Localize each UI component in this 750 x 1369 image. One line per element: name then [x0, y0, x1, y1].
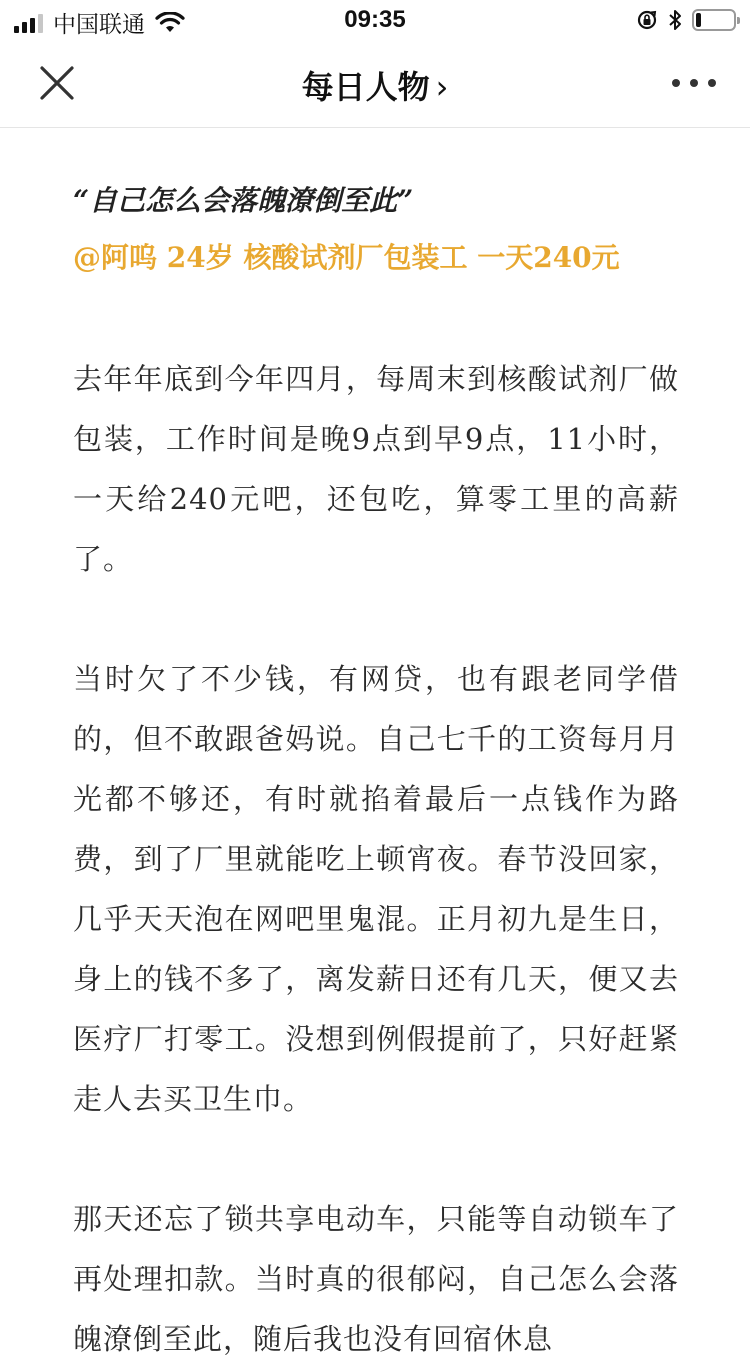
account-title[interactable] — [0, 62, 750, 108]
navigation-bar — [0, 40, 750, 128]
carrier-name: 中国联通 — [53, 11, 145, 37]
paragraph: 那天还忘了锁共享电动车，只能等自动锁车了再处理扣款。当时真的很郁闷，自己怎么会落魄潦倒至此，随后我也没有回宿休息 — [73, 1202, 679, 1356]
byline: @阿呜 24岁 核酸试剂厂包装工 一天240元 — [73, 241, 620, 274]
pull-quote: “自己怎么会落魄潦倒至此” — [73, 184, 414, 217]
bluetooth-icon — [668, 8, 682, 32]
paragraph: 去年年底到今年四月，每周末到核酸试剂厂做包装，工作时间是晚9点到早9点，11小时，一天给240元吧，还包吃，算零工里的高薪了。 — [73, 362, 679, 576]
paragraph: 当时欠了不少钱，有网贷，也有跟老同学借的，但不敢跟爸妈说。自己七千的工资每月月光都不够还，有时就掐着最后一点钱作为路费，到了厂里就能吃上顿宵夜。春节没回家，几乎天天泡在网吧里鬼混。正月初九是生日，身上的钱不多了，离发薪日还有几天，便又去医疗厂打零工。没想到例假提前了，只好赶紧走人去买卫生巾。 — [73, 662, 679, 1116]
rotation-lock-icon — [636, 9, 658, 31]
battery-icon — [692, 9, 736, 31]
account-name: 每日人物 — [301, 68, 430, 106]
clock: 09:35 — [344, 6, 406, 33]
more-dots-icon[interactable] — [672, 70, 716, 96]
article-body — [73, 128, 679, 1369]
status-bar — [0, 0, 750, 40]
chevron-right-icon: › — [435, 68, 449, 106]
